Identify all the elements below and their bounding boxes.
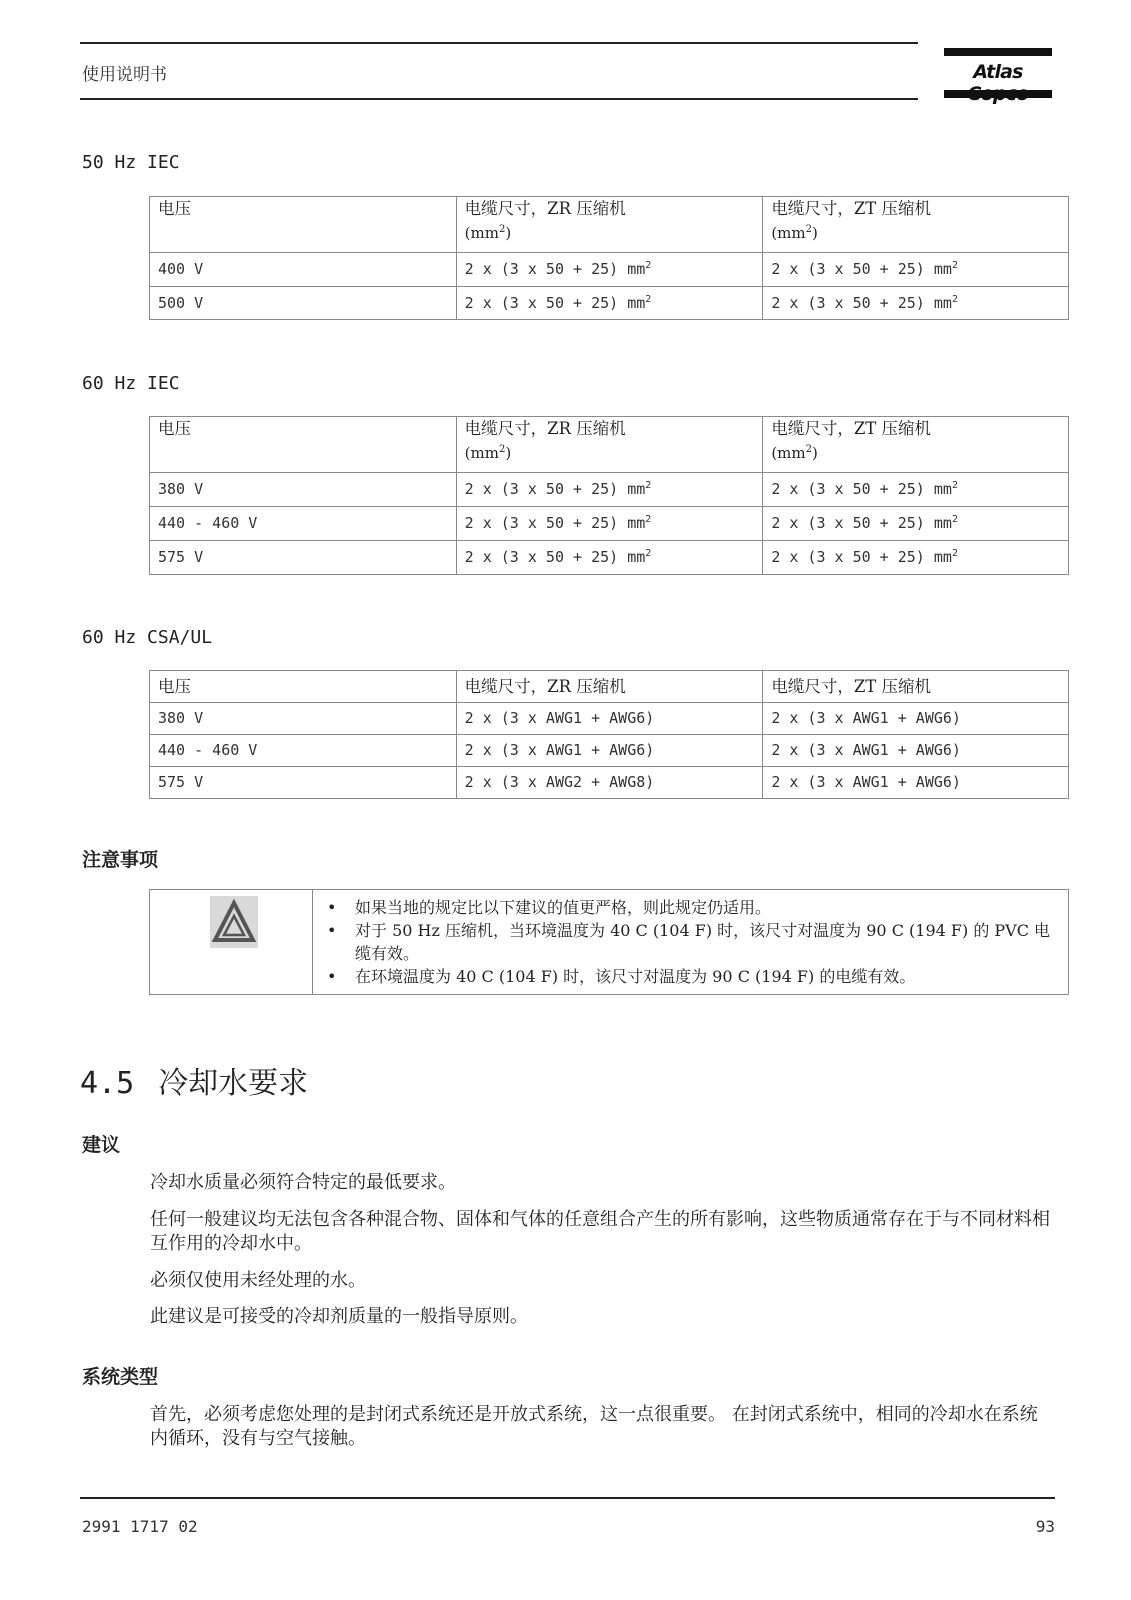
- header-zr: 电缆尺寸，ZR 压缩机 $(mm^2)$: [456, 417, 763, 473]
- notice-heading: 注意事项: [82, 849, 159, 871]
- cell-voltage: 500 V: [150, 287, 457, 320]
- subheading-system-type: 系统类型: [82, 1366, 159, 1388]
- cell-voltage: 575 V: [150, 767, 457, 799]
- cell-zr: 2 x (3 x AWG1 + AWG6): [456, 703, 763, 735]
- section-title: 冷却水要求: [158, 1066, 309, 1101]
- subheading-recommendation: 建议: [82, 1134, 121, 1156]
- cell-zr: 2 x (3 x 50 + 25) $mm^2$: [456, 287, 763, 320]
- cell-zr: 2 x (3 x 50 + 25) $mm^2$: [456, 473, 763, 507]
- header-unit: $(mm^2)$: [464, 444, 512, 462]
- header-rule-bottom: [80, 98, 918, 100]
- cable-table-60hz-iec: [149, 416, 1069, 575]
- notice-item: • 在环境温度为 40 C (104 F) 时，该尺寸对温度为 90 C (194 F) 的电缆有效。: [327, 967, 916, 986]
- cell-zr: 2 x (3 x 50 + 25) $mm^2$: [456, 541, 763, 575]
- header-unit: $(mm^2)$: [771, 224, 818, 242]
- table-row: [150, 473, 1069, 507]
- header-zr: 电缆尺寸，ZR 压缩机: [456, 671, 763, 703]
- section-label-60hz-iec: 60 Hz IEC: [82, 373, 180, 394]
- notice-box: [149, 889, 1069, 995]
- paragraph: 首先，必须考虑您处理的是封闭式系统还是开放式系统，这一点很重要。 在封闭式系统中，相同的冷却水在系统内循环，没有与空气接触。: [150, 1404, 1038, 1449]
- paragraph: 任何一般建议均无法包含各种混合物、固体和气体的任意组合产生的所有影响，这些物质通常存在于与不同材料相互作用的冷却水中。: [150, 1209, 1050, 1254]
- cell-voltage: 440 - 460 V: [150, 507, 457, 541]
- table-row: [150, 703, 1069, 735]
- header-title: 使用说明书: [82, 65, 167, 85]
- cable-table-50hz-iec: [149, 196, 1069, 320]
- logo-bar-top: [944, 48, 1052, 56]
- table-row: [150, 253, 1069, 287]
- cell-zt: 2 x (3 x AWG1 + AWG6): [763, 767, 1069, 799]
- document-number: 2991 1717 02: [82, 1517, 198, 1536]
- table-row: [150, 541, 1069, 575]
- section-number: 4.5: [80, 1066, 135, 1101]
- logo-text: Atlas: [973, 61, 1023, 83]
- section-heading: [80, 1058, 308, 1102]
- cell-zr: 2 x (3 x 50 + 25) $mm^2$: [456, 507, 763, 541]
- warning-triangle-icon: [210, 896, 258, 948]
- paragraph: 必须仅使用未经处理的水。: [150, 1270, 366, 1291]
- table-header-row: [150, 671, 1069, 703]
- cell-zt: 2 x (3 x 50 + 25) $mm^2$: [763, 473, 1069, 507]
- table-row: [150, 767, 1069, 799]
- cell-zt: 2 x (3 x AWG1 + AWG6): [763, 703, 1069, 735]
- header-voltage: 电压: [150, 197, 457, 253]
- atlas-copco-logo: [944, 48, 1052, 98]
- header-zt: 电缆尺寸，ZT 压缩机 $(mm^2)$: [763, 417, 1069, 473]
- cell-zt: 2 x (3 x 50 + 25) $mm^2$: [763, 507, 1069, 541]
- header-voltage: 电压: [150, 671, 457, 703]
- cell-voltage: 380 V: [150, 473, 457, 507]
- header-voltage: 电压: [150, 417, 457, 473]
- cell-zr: 2 x (3 x AWG1 + AWG6): [456, 735, 763, 767]
- cell-zt: 2 x (3 x AWG1 + AWG6): [763, 735, 1069, 767]
- header-rule-top: [80, 42, 918, 44]
- footer-rule: [80, 1497, 1055, 1499]
- table-row: [150, 287, 1069, 320]
- cell-zr: 2 x (3 x AWG2 + AWG8): [456, 767, 763, 799]
- header-unit: $(mm^2)$: [464, 224, 512, 242]
- bullet: •: [327, 898, 337, 917]
- section-label-50hz-iec: 50 Hz IEC: [82, 152, 180, 173]
- notice-list: [325, 896, 1060, 988]
- notice-item: • 如果当地的规定比以下建议的值更严格，则此规定仍适用。: [327, 898, 772, 917]
- table-row: [150, 735, 1069, 767]
- table-header-row: [150, 197, 1069, 253]
- notice-item: • 对于 50 Hz 压缩机，当环境温度为 40 C (104 F) 时，该尺寸对温度为 90 C (194 F) 的 PVC 电缆有效。: [327, 921, 1051, 963]
- header-unit: $(mm^2)$: [771, 444, 818, 462]
- cell-voltage: 380 V: [150, 703, 457, 735]
- header-zt: 电缆尺寸，ZT 压缩机 $(mm^2)$: [763, 197, 1069, 253]
- bullet: •: [327, 967, 337, 986]
- header-zt: 电缆尺寸，ZT 压缩机: [763, 671, 1069, 703]
- header-zr: 电缆尺寸，ZR 压缩机 $(mm^2)$: [456, 197, 763, 253]
- cell-voltage: 575 V: [150, 541, 457, 575]
- cell-voltage: 400 V: [150, 253, 457, 287]
- section-label-60hz-csa-ul: 60 Hz CSA/UL: [82, 627, 213, 648]
- cell-zr: 2 x (3 x 50 + 25) $mm^2$: [456, 253, 763, 287]
- table-row: [150, 507, 1069, 541]
- table-header-row: [150, 417, 1069, 473]
- bullet: •: [327, 921, 337, 940]
- cell-zt: 2 x (3 x 50 + 25) $mm^2$: [763, 541, 1069, 575]
- page-number: 93: [1035, 1517, 1055, 1536]
- logo-bar-bottom: [944, 90, 1052, 98]
- cell-zt: 2 x (3 x 50 + 25) $mm^2$: [763, 253, 1069, 287]
- paragraph: 此建议是可接受的冷却剂质量的一般指导原则。: [150, 1306, 528, 1327]
- cell-voltage: 440 - 460 V: [150, 735, 457, 767]
- notice-icon-cell: [150, 890, 313, 994]
- cable-table-60hz-csa-ul: [149, 670, 1069, 799]
- cell-zt: 2 x (3 x 50 + 25) $mm^2$: [763, 287, 1069, 320]
- paragraph: 冷却水质量必须符合特定的最低要求。: [150, 1172, 456, 1193]
